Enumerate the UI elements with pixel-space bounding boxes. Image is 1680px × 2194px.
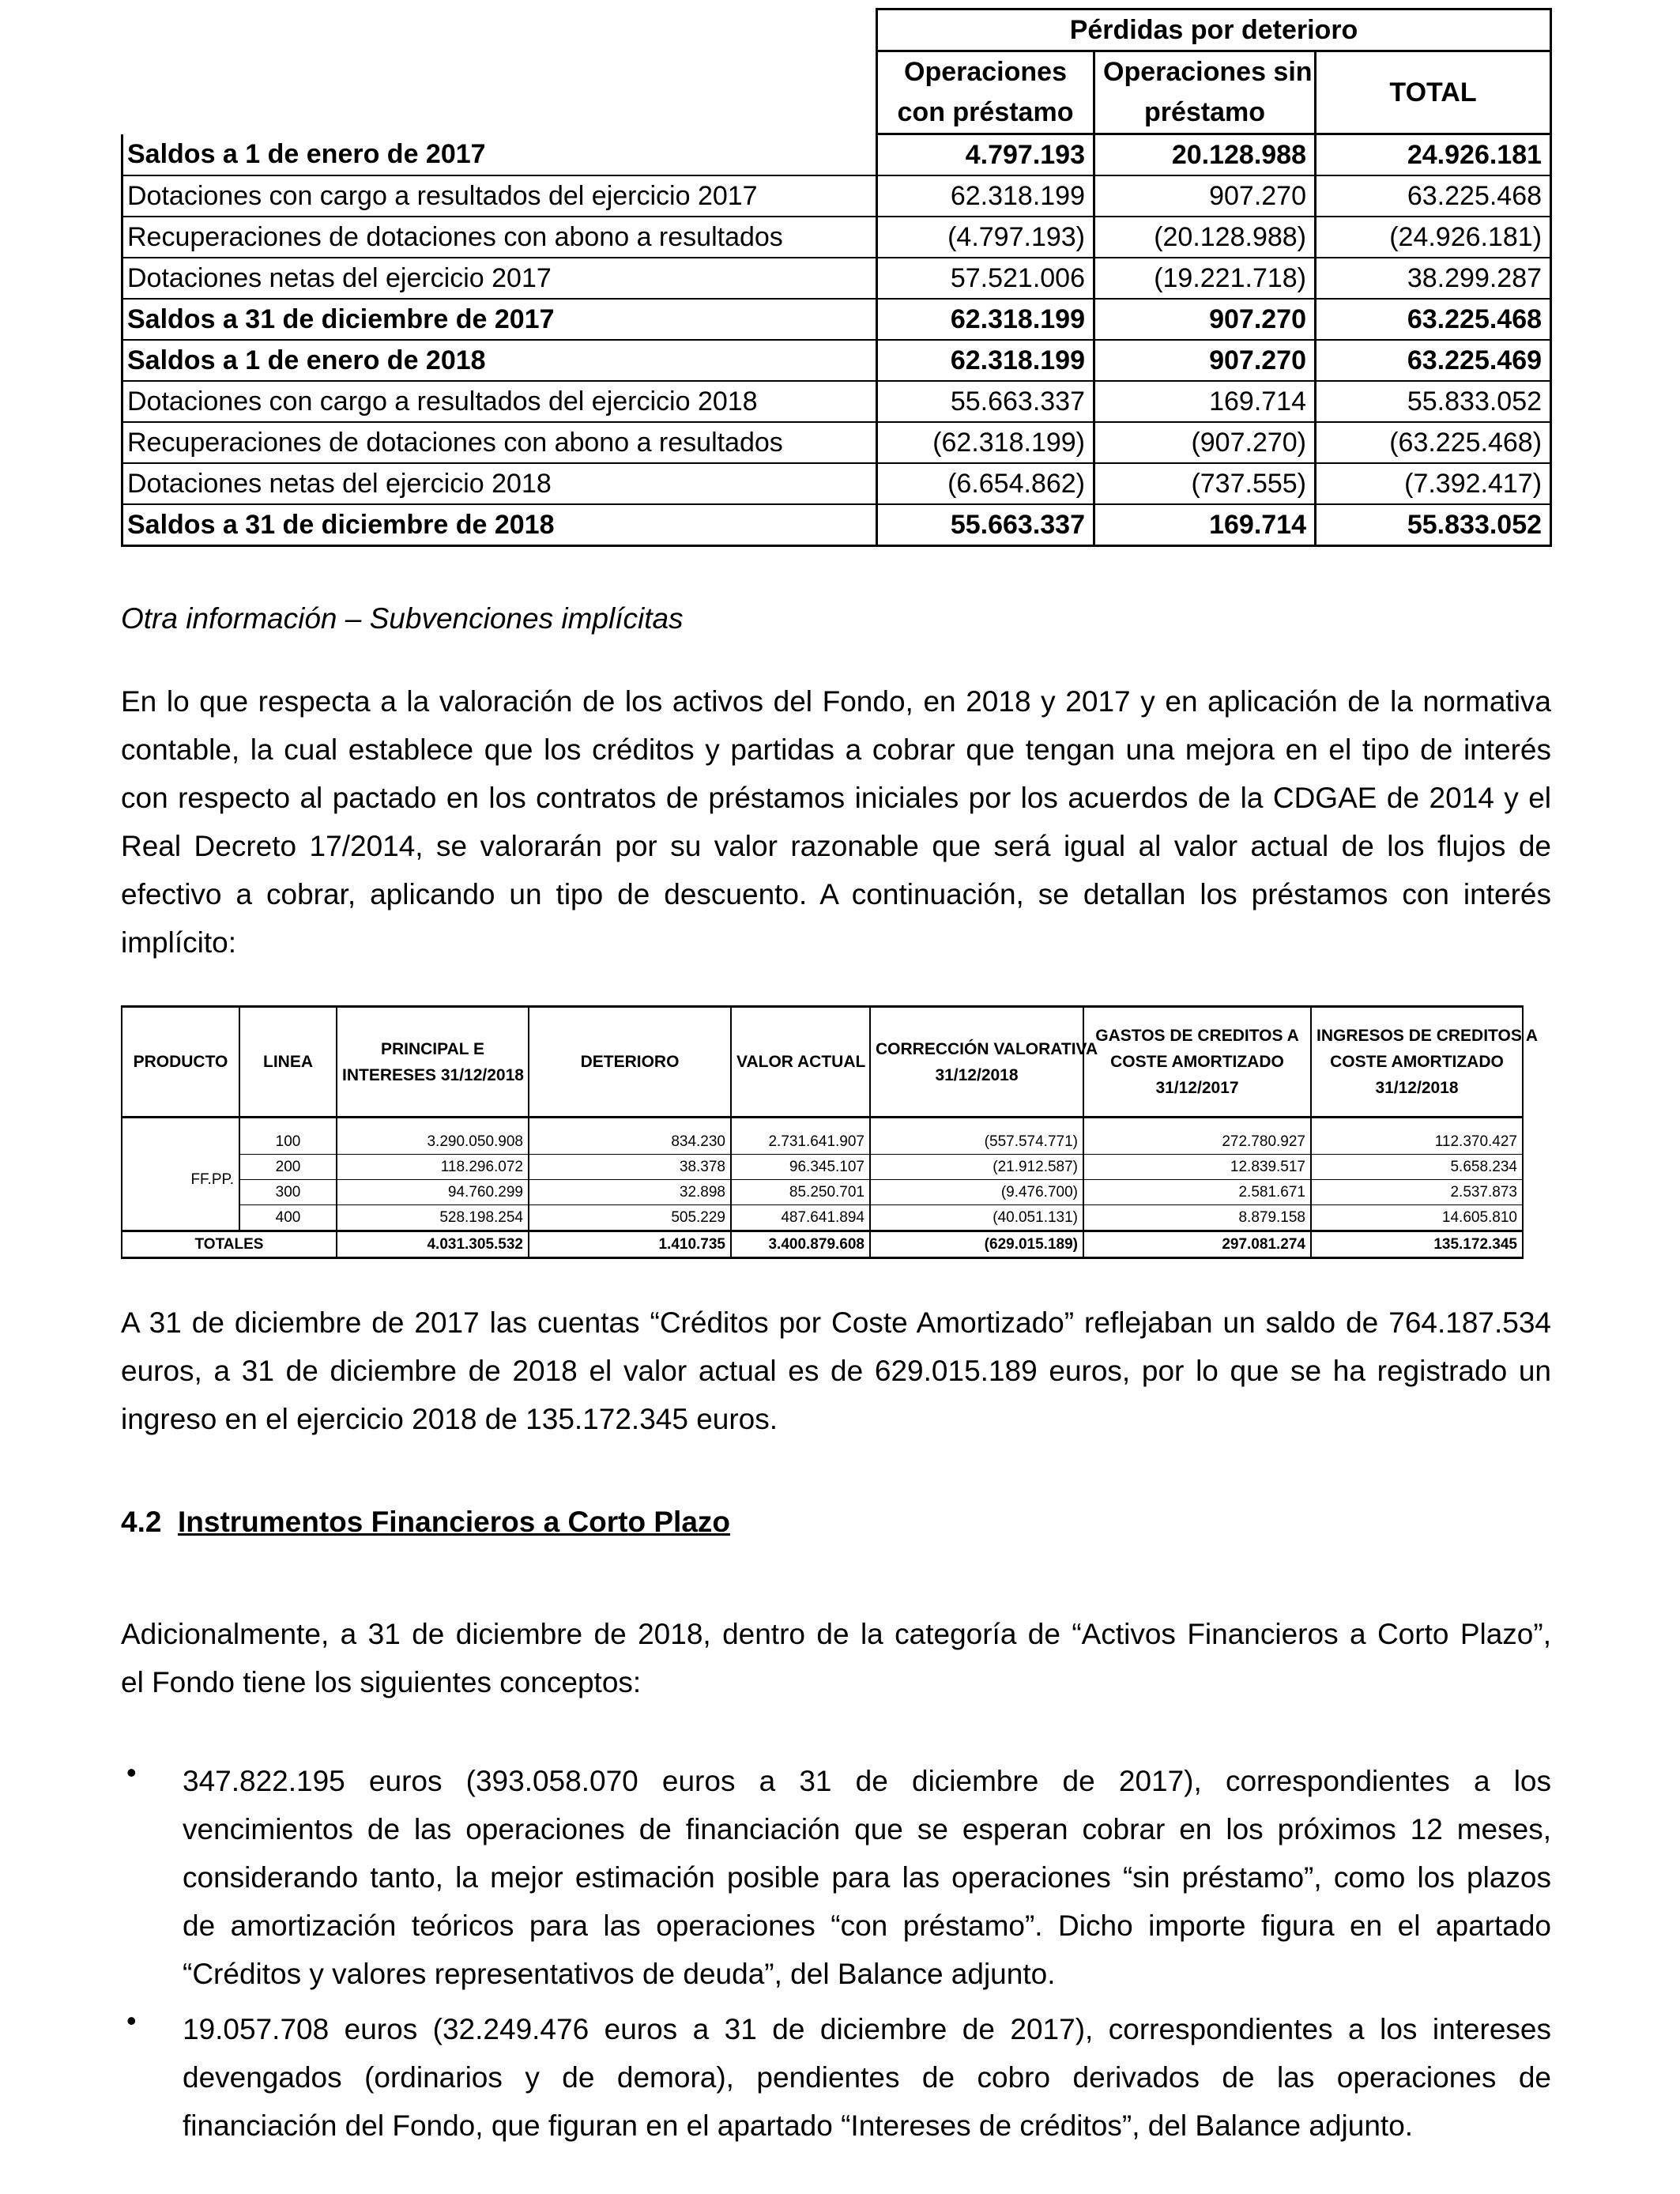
- value-con-prestamo: 4.797.193: [877, 134, 1094, 176]
- totals-label: TOTALES: [122, 1231, 337, 1258]
- value-sin-prestamo: 169.714: [1094, 381, 1316, 422]
- row-label: Dotaciones netas del ejercicio 2018: [122, 463, 877, 504]
- text-line: “Créditos y valores representativos de deuda”, del Balance adjunto.: [183, 1958, 1056, 1990]
- line-cell: 400: [239, 1205, 337, 1231]
- value-con-prestamo: 57.521.006: [877, 258, 1094, 299]
- text-line: de amortización teóricos para las operaciones “con préstamo”. Dicho importe figura en el apartado: [183, 1909, 1551, 1942]
- header-deterioro: DETERIORO: [529, 1007, 731, 1118]
- value-total: 38.299.287: [1316, 258, 1551, 299]
- value-con-prestamo: (6.654.862): [877, 463, 1094, 504]
- table-row: [122, 381, 1551, 422]
- total-value: 3.400.879.608: [731, 1231, 870, 1258]
- bullet-item-2: [183, 2005, 1551, 2150]
- table-row: [122, 1180, 1523, 1205]
- impairment-table: [121, 8, 1552, 547]
- value-con-prestamo: 55.663.337: [877, 381, 1094, 422]
- value-total: 63.225.468: [1316, 299, 1551, 340]
- value-cell: 32.898: [529, 1180, 731, 1205]
- col-header-sin-prestamo: Operaciones sin préstamo: [1094, 51, 1316, 134]
- value-cell: 2.537.873: [1311, 1180, 1523, 1205]
- text-line: ingreso en el ejercicio 2018 de 135.172.345 euros.: [121, 1403, 778, 1435]
- table-row: [122, 134, 1551, 176]
- paragraph-valoracion: [121, 677, 1551, 967]
- value-total: (24.926.181): [1316, 217, 1551, 258]
- row-label: Saldos a 1 de enero de 2017: [122, 134, 877, 176]
- paragraph-creditos: [121, 1299, 1551, 1443]
- total-value: 135.172.345: [1311, 1231, 1523, 1258]
- text-line: financiación del Fondo, que figuran en el apartado “Intereses de créditos”, del Balance adjunto.: [183, 2109, 1414, 2142]
- col-header-con-prestamo: Operaciones con préstamo: [877, 51, 1094, 134]
- text-line: A 31 de diciembre de 2017 las cuentas “Créditos por Coste Amortizado” reflejaban un saldo de 764.187.534: [121, 1306, 1551, 1339]
- row-label: Recuperaciones de dotaciones con abono a resultados: [122, 217, 877, 258]
- value-total: 55.833.052: [1316, 504, 1551, 546]
- value-sin-prestamo: 907.270: [1094, 175, 1316, 217]
- value-total: 63.225.468: [1316, 175, 1551, 217]
- group-header: Pérdidas por deterioro: [877, 9, 1551, 51]
- header-linea: LINEA: [239, 1007, 337, 1118]
- total-value: (629.015.189): [870, 1231, 1083, 1258]
- total-value: 297.081.274: [1083, 1231, 1311, 1258]
- value-cell: 96.345.107: [731, 1155, 870, 1180]
- value-cell: 5.658.234: [1311, 1155, 1523, 1180]
- text-line: euros, a 31 de diciembre de 2018 el valor actual es de 629.015.189 euros, por lo que se ha registrado un: [121, 1355, 1551, 1387]
- row-label: Dotaciones con cargo a resultados del ejercicio 2018: [122, 381, 877, 422]
- value-cell: 85.250.701: [731, 1180, 870, 1205]
- section-heading-4-2: [121, 1498, 1551, 1546]
- value-sin-prestamo: (737.555): [1094, 463, 1316, 504]
- value-sin-prestamo: 907.270: [1094, 299, 1316, 340]
- value-cell: 118.296.072: [337, 1155, 529, 1180]
- value-cell: (40.051.131): [870, 1205, 1083, 1231]
- heading-text: Instrumentos Financieros a Corto Plazo: [178, 1506, 731, 1538]
- table-row: [122, 340, 1551, 381]
- value-sin-prestamo: (19.221.718): [1094, 258, 1316, 299]
- value-cell: 2.581.671: [1083, 1180, 1311, 1205]
- header-valor-actual: VALOR ACTUAL: [731, 1007, 870, 1118]
- value-cell: 528.198.254: [337, 1205, 529, 1231]
- implicit-interest-table: [121, 1005, 1539, 1259]
- line-cell: 300: [239, 1180, 337, 1205]
- col-header-total: TOTAL: [1316, 51, 1551, 134]
- line-cell: 200: [239, 1155, 337, 1180]
- header-gastos: GASTOS DE CREDITOS A COSTE AMORTIZADO 31/12/2017: [1083, 1007, 1311, 1118]
- bullet-item-1: [183, 1757, 1551, 1998]
- product-cell: FF.PP.: [122, 1129, 239, 1231]
- table-row: [122, 258, 1551, 299]
- bullet-icon: •: [126, 1756, 137, 1789]
- value-con-prestamo: 62.318.199: [877, 340, 1094, 381]
- text-line: efectivo a cobrar, aplicando un tipo de descuento. A continuación, se detallan los préstamos con interés: [121, 878, 1551, 910]
- section-heading: Otra información – Subvenciones implícitas: [121, 602, 684, 635]
- value-cell: 505.229: [529, 1205, 731, 1231]
- row-label: Saldos a 31 de diciembre de 2018: [122, 504, 877, 546]
- value-cell: 38.378: [529, 1155, 731, 1180]
- value-cell: 8.879.158: [1083, 1205, 1311, 1231]
- header-producto: PRODUCTO: [122, 1007, 239, 1118]
- text-line: devengados (ordinarios y de demora), pendientes de cobro derivados de las operaciones de: [183, 2061, 1551, 2094]
- text-line: En lo que respecta a la valoración de los activos del Fondo, en 2018 y 2017 y en aplicación de la normativa: [121, 685, 1551, 718]
- value-total: (63.225.468): [1316, 422, 1551, 463]
- value-total: (7.392.417): [1316, 463, 1551, 504]
- totals-row: [122, 1231, 1523, 1258]
- text-line: con respecto al pactado en los contratos de préstamos iniciales por los acuerdos de la CDGAE de 2014 y el: [121, 782, 1551, 814]
- table-row: [122, 217, 1551, 258]
- text-line: implícito:: [121, 926, 236, 959]
- value-sin-prestamo: 169.714: [1094, 504, 1316, 546]
- row-label: Recuperaciones de dotaciones con abono a resultados: [122, 422, 877, 463]
- table-row: [122, 422, 1551, 463]
- table-row: [122, 504, 1551, 546]
- value-cell: 112.370.427: [1311, 1129, 1523, 1155]
- paragraph-adicionalmente: [121, 1610, 1551, 1706]
- row-label: Dotaciones netas del ejercicio 2017: [122, 258, 877, 299]
- total-value: 1.410.735: [529, 1231, 731, 1258]
- value-cell: (557.574.771): [870, 1129, 1083, 1155]
- value-cell: 12.839.517: [1083, 1155, 1311, 1180]
- value-con-prestamo: 62.318.199: [877, 299, 1094, 340]
- value-total: 63.225.469: [1316, 340, 1551, 381]
- text-line: Adicionalmente, a 31 de diciembre de 2018, dentro de la categoría de “Activos Financieros a Corto Plazo”,: [121, 1618, 1551, 1650]
- table-row: [122, 1129, 1523, 1155]
- header-ingresos: INGRESOS DE CREDITOS A COSTE AMORTIZADO 31/12/2018: [1311, 1007, 1523, 1118]
- value-sin-prestamo: 907.270: [1094, 340, 1316, 381]
- text-line: 347.822.195 euros (393.058.070 euros a 31 de diciembre de 2017), correspondientes a los: [183, 1765, 1551, 1797]
- header-correccion: CORRECCIÓN VALORATIVA 31/12/2018: [870, 1007, 1083, 1118]
- value-sin-prestamo: 20.128.988: [1094, 134, 1316, 176]
- value-con-prestamo: 55.663.337: [877, 504, 1094, 546]
- total-value: 4.031.305.532: [337, 1231, 529, 1258]
- value-con-prestamo: 62.318.199: [877, 175, 1094, 217]
- value-cell: 487.641.894: [731, 1205, 870, 1231]
- value-cell: (21.912.587): [870, 1155, 1083, 1180]
- value-total: 55.833.052: [1316, 381, 1551, 422]
- value-cell: 834.230: [529, 1129, 731, 1155]
- value-con-prestamo: (4.797.193): [877, 217, 1094, 258]
- table-row: [122, 299, 1551, 340]
- value-cell: 2.731.641.907: [731, 1129, 870, 1155]
- text-line: considerando tanto, la mejor estimación posible para las operaciones “sin préstamo”, como los plazos: [183, 1861, 1551, 1894]
- value-con-prestamo: (62.318.199): [877, 422, 1094, 463]
- table-row: [122, 1205, 1523, 1231]
- heading-number: 4.2: [121, 1506, 162, 1538]
- value-cell: 3.290.050.908: [337, 1129, 529, 1155]
- text-line: vencimientos de las operaciones de financiación que se esperan cobrar en los próximos 12 meses,: [183, 1813, 1551, 1845]
- table-row: [122, 463, 1551, 504]
- table-row: [122, 175, 1551, 217]
- text-line: el Fondo tiene los siguientes conceptos:: [121, 1666, 642, 1698]
- value-cell: 94.760.299: [337, 1180, 529, 1205]
- value-cell: (9.476.700): [870, 1180, 1083, 1205]
- text-line: contable, la cual establece que los créditos y partidas a cobrar que tengan una mejora en el tipo de interés: [121, 733, 1551, 766]
- bullet-icon: •: [126, 2004, 137, 2037]
- text-line: 19.057.708 euros (32.249.476 euros a 31 de diciembre de 2017), correspondientes a los intereses: [183, 2013, 1551, 2045]
- value-sin-prestamo: (907.270): [1094, 422, 1316, 463]
- value-total: 24.926.181: [1316, 134, 1551, 176]
- line-cell: 100: [239, 1129, 337, 1155]
- row-label: Saldos a 1 de enero de 2018: [122, 340, 877, 381]
- header-principal: PRINCIPAL E INTERESES 31/12/2018: [337, 1007, 529, 1118]
- table-row: [122, 1155, 1523, 1180]
- row-label: Saldos a 31 de diciembre de 2017: [122, 299, 877, 340]
- value-cell: 272.780.927: [1083, 1129, 1311, 1155]
- value-cell: 14.605.810: [1311, 1205, 1523, 1231]
- value-sin-prestamo: (20.128.988): [1094, 217, 1316, 258]
- text-line: Real Decreto 17/2014, se valorarán por su valor razonable que será igual al valor actual de los flujos de: [121, 830, 1551, 862]
- row-label: Dotaciones con cargo a resultados del ejercicio 2017: [122, 175, 877, 217]
